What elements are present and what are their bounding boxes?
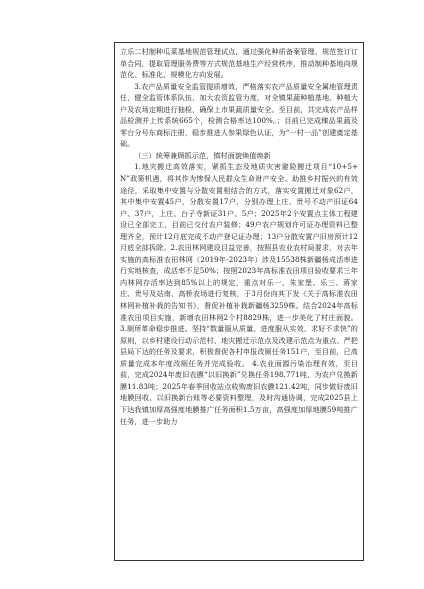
report-text-frame [114,42,364,561]
paragraph-seed-base: 立乐二村制种瓜菜基地规范管理试点，通过强化种质备案管理、规范签订订单合同，提取管理服务费等方式规范基地生产经营秩序，推动制种基地向规范化、标准化、规模化方向发展。 [120,47,358,80]
paragraph-demonstration-projects: 1.地灾搬迁高效落实，紧抓生态及地质灾害避险搬迁项目“10+5+N”政策机遇，将其作为惨保人民群众生命财产安全、助推乡村振兴的有效途径，采取集中安置与分散安置相结合的方式，落实安置搬迁对象62户，其中集中安置45户，分散安置17户，分别办理上庄、贵号不动产旧证64户、37户，上庄、台子寺新证31户、5户；2025年2个安置点主体工程建设已全部完工，目前已交付农户装修；49户农户规划许可证办理资料已整理齐全，预计12月底完成不动产登记证办理；13户分散安置户旧房预计12月底全部拆除。2.农田林网建设目益完善，按照县农业农村局要求，对去年实施的高标准农田林网（2019年-2023年）涉及15538株新疆杨成活率进行实地核查，成活率不足50%；按照2023年高标准农田项目验收要求三年内林网存活率达到85%以上的规定，重点对乐一、朱家堡、乐三、蒋家庄、贵号及站南、高桥农场进行复核，于3月份向其下发《关于高标准农田林网补植补栽的告知书》，督促补植补栽新疆杨3259株。结合2024年高标准农田项目实施，新增农田林网2个村8829株，进一步美化了村庄面貌。3.厕所革命稳步推进。坚持“数量服从质量、进度服从实效、求好不求快”的原则，以乡村建设行动示范村、地灾搬迁示范点及改建示范点为重点、严把县局下达的任务及要求，积极督促各村申报改厕任务151户，至目前，已高质量完成本年度改厕任务并完成验收。 4.农业面源污染治理有效，至目前，完成2024年废旧农膜“以旧换新”兑换任务198.771吨，为农户兑换新膜11.83吨；2025年春季回收站点收购废旧农膜121.42吨，同步做好废旧地膜回收、以旧换新台账等必要资料整理，及时沟通协调，完成2025县上下达我镇加厚高强度地膜推广任务面积1.5万亩，高强度加厚地膜59吨推广任务，进一步助力 [120,162,358,426]
section-heading: （三）统筹兼顾抓示范，镇村面貌焕值焕新 [134,150,271,160]
paragraph-quality-supervision: 3.农产品质量安全监管提质增效，严格落实农产品质量安全属地管理责任，健全监管体系队伍，加大农资监管力度，对全镇果蔬种植基地、种植大户及农场定期进行抽检，确保上市果蔬质量安全。至目前，共完成农产品样品检测并上传系统665个，检测合格率达100%。；目前已完成臻品果蔬及零台分号东商标注册，稳步推进人参果绿色认证，为“一村一品”创建奠定基础。 [120,81,358,149]
